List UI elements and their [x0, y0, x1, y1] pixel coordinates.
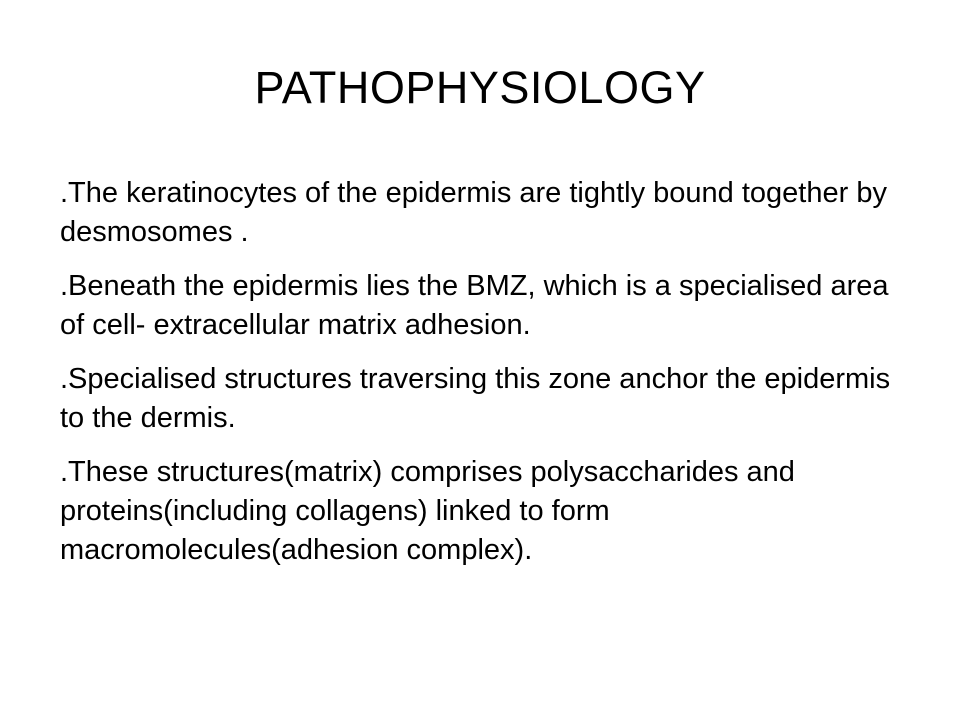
paragraph-bmz: .Beneath the epidermis lies the BMZ, which is a specialised area of cell- extracellular matrix adhesion. — [60, 270, 889, 341]
paragraph-specialised-structures: .Specialised structures traversing this zone anchor the epidermis to the dermis. — [60, 363, 891, 434]
paragraph-matrix-composition: .These structures(matrix) comprises polysaccharides and proteins(including collagens) linked to form macromolecules(adhesion complex). — [60, 456, 795, 566]
paragraph-keratinocytes: .The keratinocytes of the epidermis are tightly bound together by desmosomes . — [60, 177, 887, 248]
slide-body — [60, 174, 910, 585]
slide-title: PATHOPHYSIOLOGY — [254, 62, 706, 113]
